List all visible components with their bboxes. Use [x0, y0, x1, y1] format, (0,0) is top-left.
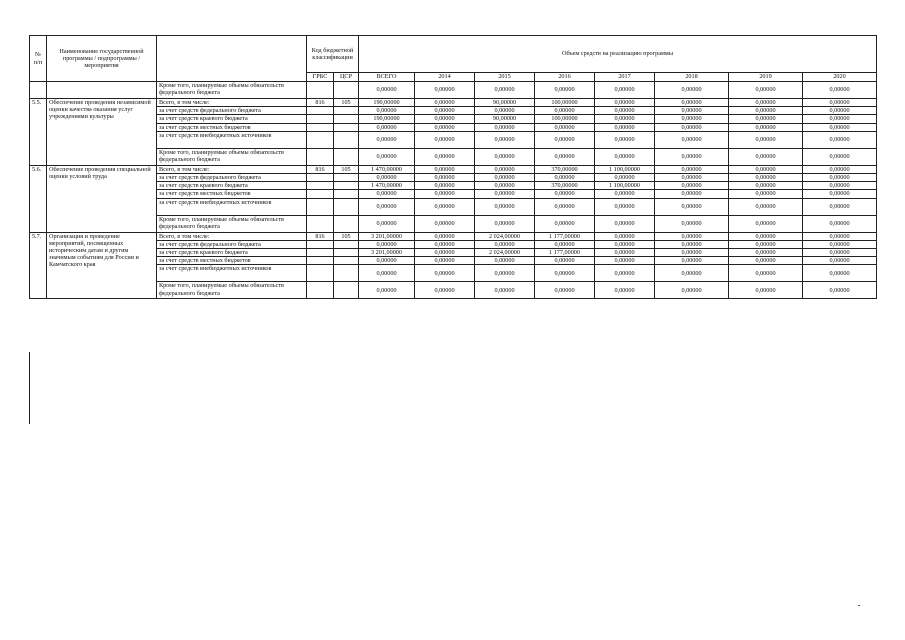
value-cell: 0,00000 — [595, 107, 655, 115]
value-cell: 0,00000 — [803, 123, 877, 131]
grbs-cell — [307, 174, 334, 182]
value-cell: 0,00000 — [803, 257, 877, 265]
value-cell: 0,00000 — [655, 131, 729, 148]
value-cell: 0,00000 — [803, 190, 877, 198]
value-cell: 2 024,00000 — [475, 249, 535, 257]
name-cell — [47, 82, 157, 99]
value-cell: 100,00000 — [535, 115, 595, 123]
value-cell: 0,00000 — [655, 115, 729, 123]
value-cell: 3 201,00000 — [359, 232, 415, 240]
value-cell: 0,00000 — [535, 174, 595, 182]
csr-cell — [334, 82, 359, 99]
value-cell: 0,00000 — [415, 198, 475, 215]
row-label: за счет средств внебюджетных источников — [157, 265, 307, 282]
value-cell: 0,00000 — [535, 123, 595, 131]
value-cell: 0,00000 — [359, 198, 415, 215]
grbs-cell — [307, 249, 334, 257]
value-cell: 0,00000 — [595, 265, 655, 282]
value-cell: 0,00000 — [595, 240, 655, 248]
value-cell: 0,00000 — [475, 165, 535, 173]
csr-cell: 105 — [334, 165, 359, 173]
value-cell: 190,00000 — [359, 115, 415, 123]
value-cell: 0,00000 — [415, 82, 475, 99]
value-cell: 0,00000 — [415, 190, 475, 198]
value-cell: 2 024,00000 — [475, 232, 535, 240]
value-cell: 0,00000 — [415, 115, 475, 123]
value-cell: 0,00000 — [595, 174, 655, 182]
value-cell: 0,00000 — [655, 182, 729, 190]
header-num: № п/п — [30, 36, 47, 82]
row-label: за счет средств внебюджетных источников — [157, 131, 307, 148]
header-csr: ЦСР — [334, 73, 359, 82]
table-row — [30, 257, 877, 265]
section-name: Обеспечение проведения специальной оценки условий труда — [47, 165, 157, 232]
value-cell: 0,00000 — [729, 174, 803, 182]
row-label: за счет средств местных бюджетов — [157, 257, 307, 265]
value-cell: 0,00000 — [655, 107, 729, 115]
grbs-cell — [307, 257, 334, 265]
header-year: 2017 — [595, 73, 655, 82]
table-row — [30, 82, 877, 99]
table-row — [30, 232, 877, 240]
value-cell: 0,00000 — [359, 148, 415, 165]
row-label: за счет средств краевого бюджета — [157, 115, 307, 123]
value-cell: 370,00000 — [535, 182, 595, 190]
table-row — [30, 148, 877, 165]
value-cell: 0,00000 — [535, 240, 595, 248]
row-label: за счет средств внебюджетных источников — [157, 198, 307, 215]
table-row — [30, 107, 877, 115]
grbs-cell: 816 — [307, 99, 334, 107]
header-volume: Объем средств на реализацию программы — [359, 36, 877, 73]
value-cell: 0,00000 — [475, 148, 535, 165]
csr-cell — [334, 257, 359, 265]
row-label: за счет средств федерального бюджета — [157, 174, 307, 182]
header-kbk: Код бюджетной классификации — [307, 36, 359, 73]
value-cell: 0,00000 — [359, 123, 415, 131]
value-cell: 0,00000 — [729, 99, 803, 107]
csr-cell — [334, 215, 359, 232]
grbs-cell — [307, 107, 334, 115]
value-cell: 0,00000 — [803, 182, 877, 190]
value-cell: 0,00000 — [415, 182, 475, 190]
value-cell: 0,00000 — [475, 123, 535, 131]
value-cell: 0,00000 — [729, 282, 803, 299]
value-cell: 0,00000 — [729, 115, 803, 123]
grbs-cell — [307, 131, 334, 148]
value-cell: 0,00000 — [595, 115, 655, 123]
row-label: за счет средств местных бюджетов — [157, 190, 307, 198]
grbs-cell — [307, 190, 334, 198]
value-cell: 0,00000 — [595, 123, 655, 131]
header-year: 2014 — [415, 73, 475, 82]
grbs-cell — [307, 282, 334, 299]
row-label: за счет средств федерального бюджета — [157, 107, 307, 115]
header-blank — [157, 36, 307, 82]
value-cell: 0,00000 — [729, 215, 803, 232]
value-cell: 0,00000 — [415, 249, 475, 257]
table-row — [30, 265, 877, 282]
row-label: за счет средств местных бюджетов — [157, 123, 307, 131]
value-cell: 0,00000 — [595, 190, 655, 198]
grbs-cell — [307, 215, 334, 232]
num-cell — [30, 82, 47, 99]
value-cell: 0,00000 — [803, 148, 877, 165]
value-cell: 0,00000 — [359, 82, 415, 99]
header-grbs: ГРБС — [307, 73, 334, 82]
value-cell: 0,00000 — [475, 257, 535, 265]
table-row — [30, 240, 877, 248]
csr-cell — [334, 131, 359, 148]
value-cell: 0,00000 — [535, 257, 595, 265]
value-cell: 1 470,00000 — [359, 182, 415, 190]
grbs-cell — [307, 198, 334, 215]
table-row — [30, 174, 877, 182]
value-cell: 0,00000 — [359, 240, 415, 248]
value-cell: 0,00000 — [803, 249, 877, 257]
row-label: Кроме того, планируемые объемы обязательств федерального бюджета — [157, 148, 307, 165]
value-cell: 0,00000 — [729, 257, 803, 265]
value-cell: 0,00000 — [359, 215, 415, 232]
value-cell: 0,00000 — [803, 282, 877, 299]
value-cell: 90,00000 — [475, 99, 535, 107]
header-year: 2020 — [803, 73, 877, 82]
value-cell: 0,00000 — [595, 232, 655, 240]
value-cell: 0,00000 — [655, 198, 729, 215]
value-cell: 0,00000 — [803, 107, 877, 115]
grbs-cell — [307, 115, 334, 123]
value-cell: 0,00000 — [655, 240, 729, 248]
section-name: Обеспечение проведения независимой оценки качества оказания услуг учреждениями культуры — [47, 99, 157, 166]
table-row — [30, 99, 877, 107]
value-cell: 190,00000 — [359, 99, 415, 107]
value-cell: 0,00000 — [415, 107, 475, 115]
value-cell: 0,00000 — [729, 240, 803, 248]
budget-sheet — [29, 35, 876, 299]
csr-cell — [334, 115, 359, 123]
csr-cell — [334, 240, 359, 248]
value-cell: 0,00000 — [535, 265, 595, 282]
value-cell: 0,00000 — [595, 249, 655, 257]
value-cell: 90,00000 — [475, 115, 535, 123]
csr-cell — [334, 123, 359, 131]
value-cell: 0,00000 — [535, 190, 595, 198]
table-row — [30, 182, 877, 190]
value-cell: 0,00000 — [655, 123, 729, 131]
value-cell: 0,00000 — [655, 215, 729, 232]
row-label: Всего, в том числе: — [157, 232, 307, 240]
row-label: за счет средств краевого бюджета — [157, 182, 307, 190]
csr-cell — [334, 174, 359, 182]
csr-cell: 105 — [334, 232, 359, 240]
value-cell: 0,00000 — [729, 82, 803, 99]
section-num: 5.6. — [30, 165, 47, 232]
value-cell: 0,00000 — [359, 190, 415, 198]
csr-cell — [334, 265, 359, 282]
header-year: 2019 — [729, 73, 803, 82]
value-cell: 0,00000 — [595, 148, 655, 165]
value-cell: 0,00000 — [729, 198, 803, 215]
value-cell: 0,00000 — [595, 99, 655, 107]
value-cell: 0,00000 — [655, 148, 729, 165]
value-cell: 1 470,00000 — [359, 165, 415, 173]
section-num: 5.7. — [30, 232, 47, 299]
header-name: Наименование государственной программы / подпрограммы / мероприятия — [47, 36, 157, 82]
grbs-cell: 816 — [307, 165, 334, 173]
grbs-cell — [307, 182, 334, 190]
value-cell: 1 100,00000 — [595, 182, 655, 190]
header-year: 2015 — [475, 73, 535, 82]
value-cell: 0,00000 — [803, 265, 877, 282]
value-cell: 0,00000 — [729, 123, 803, 131]
value-cell: 0,00000 — [729, 131, 803, 148]
value-cell: 0,00000 — [359, 174, 415, 182]
margin-line — [29, 352, 30, 424]
value-cell: 0,00000 — [729, 232, 803, 240]
csr-cell — [334, 148, 359, 165]
value-cell: 1 177,00000 — [535, 232, 595, 240]
value-cell: 0,00000 — [655, 232, 729, 240]
value-cell: 0,00000 — [475, 182, 535, 190]
scan-speck — [858, 605, 860, 606]
csr-cell — [334, 198, 359, 215]
table-row — [30, 115, 877, 123]
value-cell: 0,00000 — [595, 257, 655, 265]
value-cell: 0,00000 — [415, 257, 475, 265]
row-label: за счет средств федерального бюджета — [157, 240, 307, 248]
value-cell: 0,00000 — [803, 240, 877, 248]
value-cell: 0,00000 — [655, 82, 729, 99]
value-cell: 0,00000 — [415, 240, 475, 248]
header-year: 2016 — [535, 73, 595, 82]
value-cell: 0,00000 — [729, 265, 803, 282]
table-row — [30, 190, 877, 198]
value-cell: 0,00000 — [475, 265, 535, 282]
value-cell: 3 201,00000 — [359, 249, 415, 257]
value-cell: 0,00000 — [359, 282, 415, 299]
value-cell: 0,00000 — [655, 257, 729, 265]
value-cell: 0,00000 — [475, 107, 535, 115]
csr-cell — [334, 282, 359, 299]
row-label: Кроме того, планируемые объемы обязательств федерального бюджета — [157, 215, 307, 232]
value-cell: 0,00000 — [475, 215, 535, 232]
value-cell: 0,00000 — [729, 190, 803, 198]
grbs-cell: 816 — [307, 232, 334, 240]
value-cell: 0,00000 — [415, 215, 475, 232]
row-label: за счет средств краевого бюджета — [157, 249, 307, 257]
value-cell: 0,00000 — [655, 282, 729, 299]
value-cell: 0,00000 — [655, 174, 729, 182]
value-cell: 100,00000 — [535, 99, 595, 107]
row-label: Кроме того, планируемые объемы обязательств федерального бюджета — [157, 282, 307, 299]
value-cell: 0,00000 — [803, 198, 877, 215]
value-cell: 0,00000 — [595, 198, 655, 215]
value-cell: 0,00000 — [729, 249, 803, 257]
value-cell: 0,00000 — [729, 182, 803, 190]
value-cell: 0,00000 — [415, 148, 475, 165]
value-cell: 0,00000 — [803, 99, 877, 107]
value-cell: 0,00000 — [535, 107, 595, 115]
value-cell: 0,00000 — [535, 131, 595, 148]
value-cell: 0,00000 — [415, 123, 475, 131]
value-cell: 0,00000 — [535, 148, 595, 165]
value-cell: 0,00000 — [415, 265, 475, 282]
grbs-cell — [307, 123, 334, 131]
value-cell: 0,00000 — [535, 198, 595, 215]
table-row — [30, 165, 877, 173]
value-cell: 0,00000 — [803, 215, 877, 232]
row-label: Кроме того, планируемые объемы обязательств федерального бюджета — [157, 82, 307, 99]
grbs-cell — [307, 82, 334, 99]
row-label: Всего, в том числе: — [157, 99, 307, 107]
value-cell: 0,00000 — [535, 82, 595, 99]
value-cell: 0,00000 — [359, 257, 415, 265]
table-row — [30, 215, 877, 232]
value-cell: 0,00000 — [475, 282, 535, 299]
value-cell: 0,00000 — [655, 99, 729, 107]
value-cell: 0,00000 — [535, 282, 595, 299]
value-cell: 0,00000 — [729, 165, 803, 173]
value-cell: 0,00000 — [415, 282, 475, 299]
value-cell: 1 177,00000 — [535, 249, 595, 257]
grbs-cell — [307, 148, 334, 165]
table-row — [30, 131, 877, 148]
value-cell: 0,00000 — [415, 131, 475, 148]
section-num: 5.5. — [30, 99, 47, 166]
value-cell: 0,00000 — [729, 107, 803, 115]
table-row — [30, 282, 877, 299]
value-cell: 0,00000 — [595, 215, 655, 232]
value-cell: 0,00000 — [655, 190, 729, 198]
budget-table — [29, 35, 877, 299]
value-cell: 0,00000 — [475, 82, 535, 99]
value-cell: 0,00000 — [475, 190, 535, 198]
value-cell: 0,00000 — [359, 107, 415, 115]
csr-cell — [334, 190, 359, 198]
value-cell: 0,00000 — [729, 148, 803, 165]
value-cell: 0,00000 — [415, 174, 475, 182]
section-name: Организация и проведение мероприятий, посвященных историческим датам и другим значимым событиям для России и Камчатского края — [47, 232, 157, 299]
header-year: 2018 — [655, 73, 729, 82]
grbs-cell — [307, 265, 334, 282]
value-cell: 0,00000 — [359, 265, 415, 282]
value-cell: 0,00000 — [415, 232, 475, 240]
csr-cell — [334, 249, 359, 257]
value-cell: 0,00000 — [655, 249, 729, 257]
value-cell: 0,00000 — [803, 174, 877, 182]
csr-cell — [334, 107, 359, 115]
value-cell: 0,00000 — [655, 165, 729, 173]
csr-cell: 105 — [334, 99, 359, 107]
value-cell: 370,00000 — [535, 165, 595, 173]
value-cell: 0,00000 — [803, 131, 877, 148]
value-cell: 0,00000 — [803, 165, 877, 173]
value-cell: 0,00000 — [803, 115, 877, 123]
value-cell: 0,00000 — [595, 282, 655, 299]
table-row — [30, 198, 877, 215]
value-cell: 0,00000 — [803, 232, 877, 240]
value-cell: 0,00000 — [475, 198, 535, 215]
value-cell: 0,00000 — [475, 131, 535, 148]
value-cell: 0,00000 — [359, 131, 415, 148]
value-cell: 1 100,00000 — [595, 165, 655, 173]
csr-cell — [334, 182, 359, 190]
value-cell: 0,00000 — [595, 82, 655, 99]
table-row — [30, 123, 877, 131]
value-cell: 0,00000 — [475, 174, 535, 182]
row-label: Всего, в том числе: — [157, 165, 307, 173]
value-cell: 0,00000 — [803, 82, 877, 99]
header-year: ВСЕГО — [359, 73, 415, 82]
table-row — [30, 249, 877, 257]
grbs-cell — [307, 240, 334, 248]
value-cell: 0,00000 — [655, 265, 729, 282]
value-cell: 0,00000 — [475, 240, 535, 248]
value-cell: 0,00000 — [535, 215, 595, 232]
value-cell: 0,00000 — [415, 165, 475, 173]
value-cell: 0,00000 — [415, 99, 475, 107]
value-cell: 0,00000 — [595, 131, 655, 148]
